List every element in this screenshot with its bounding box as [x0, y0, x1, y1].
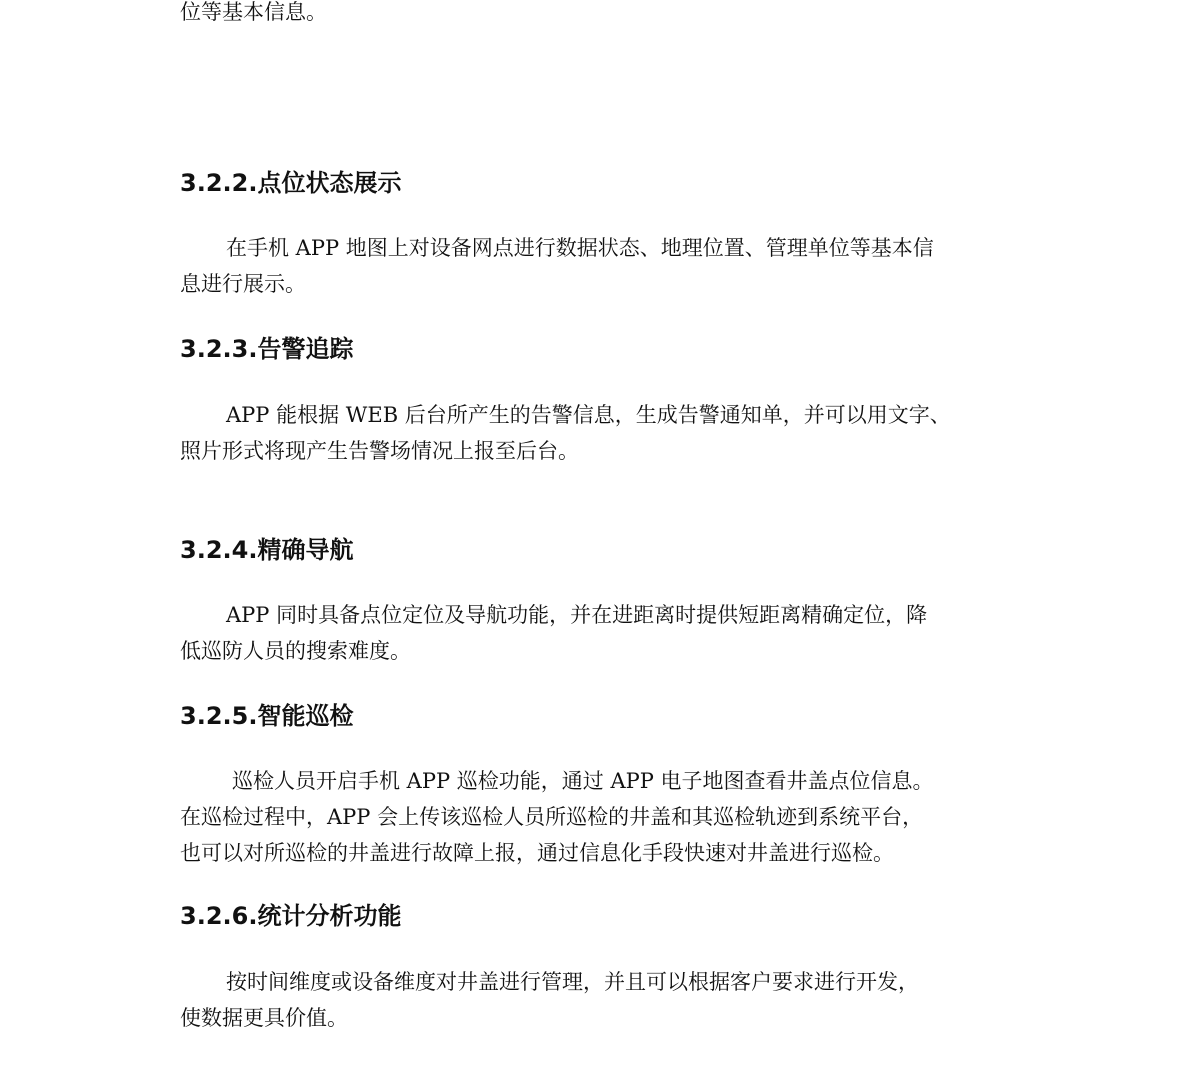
paragraph-line: 也可以对所巡检的井盖进行故障上报，通过信息化手段快速对井盖进行巡检。 — [180, 841, 894, 865]
section-heading-3-2-2: 3.2.2.点位状态展示 — [180, 169, 402, 197]
paragraph-line: 按时间维度或设备维度对井盖进行管理，并且可以根据客户要求进行开发， — [226, 970, 919, 994]
paragraph-line: 位等基本信息。 — [180, 0, 327, 24]
paragraph-line: 照片形式将现产生告警场情况上报至后台。 — [180, 439, 579, 463]
paragraph-line: 息进行展示。 — [180, 272, 306, 296]
section-heading-3-2-6: 3.2.6.统计分析功能 — [180, 902, 402, 930]
paragraph-line: APP 能根据 WEB 后台所产生的告警信息，生成告警通知单，并可以用文字、 — [226, 403, 951, 427]
section-paragraph-3-2-5 — [180, 763, 1002, 871]
paragraph-line: 在手机 APP 地图上对设备网点进行数据状态、地理位置、管理单位等基本信 — [226, 236, 934, 260]
section-heading-3-2-4: 3.2.4.精确导航 — [180, 536, 354, 564]
section-heading-3-2-5: 3.2.5.智能巡检 — [180, 702, 354, 730]
section-paragraph-3-2-4 — [180, 597, 1002, 669]
section-heading-3-2-3: 3.2.3.告警追踪 — [180, 335, 354, 363]
paragraph-line: 低巡防人员的搜索难度。 — [180, 639, 411, 663]
paragraph-line: 在巡检过程中，APP 会上传该巡检人员所巡检的井盖和其巡检轨迹到系统平台， — [180, 805, 924, 829]
section-paragraph-3-2-2 — [180, 230, 1002, 302]
section-paragraph-3-2-3 — [180, 397, 1002, 469]
paragraph-line: APP 同时具备点位定位及导航功能，并在进距离时提供短距离精确定位，降 — [226, 603, 928, 627]
paragraph-line: 巡检人员开启手机 APP 巡检功能，通过 APP 电子地图查看井盖点位信息。 — [232, 769, 934, 793]
paragraph-fragment — [180, 0, 1002, 30]
paragraph-line: 使数据更具价值。 — [180, 1006, 348, 1030]
section-paragraph-3-2-6 — [180, 964, 1002, 1036]
